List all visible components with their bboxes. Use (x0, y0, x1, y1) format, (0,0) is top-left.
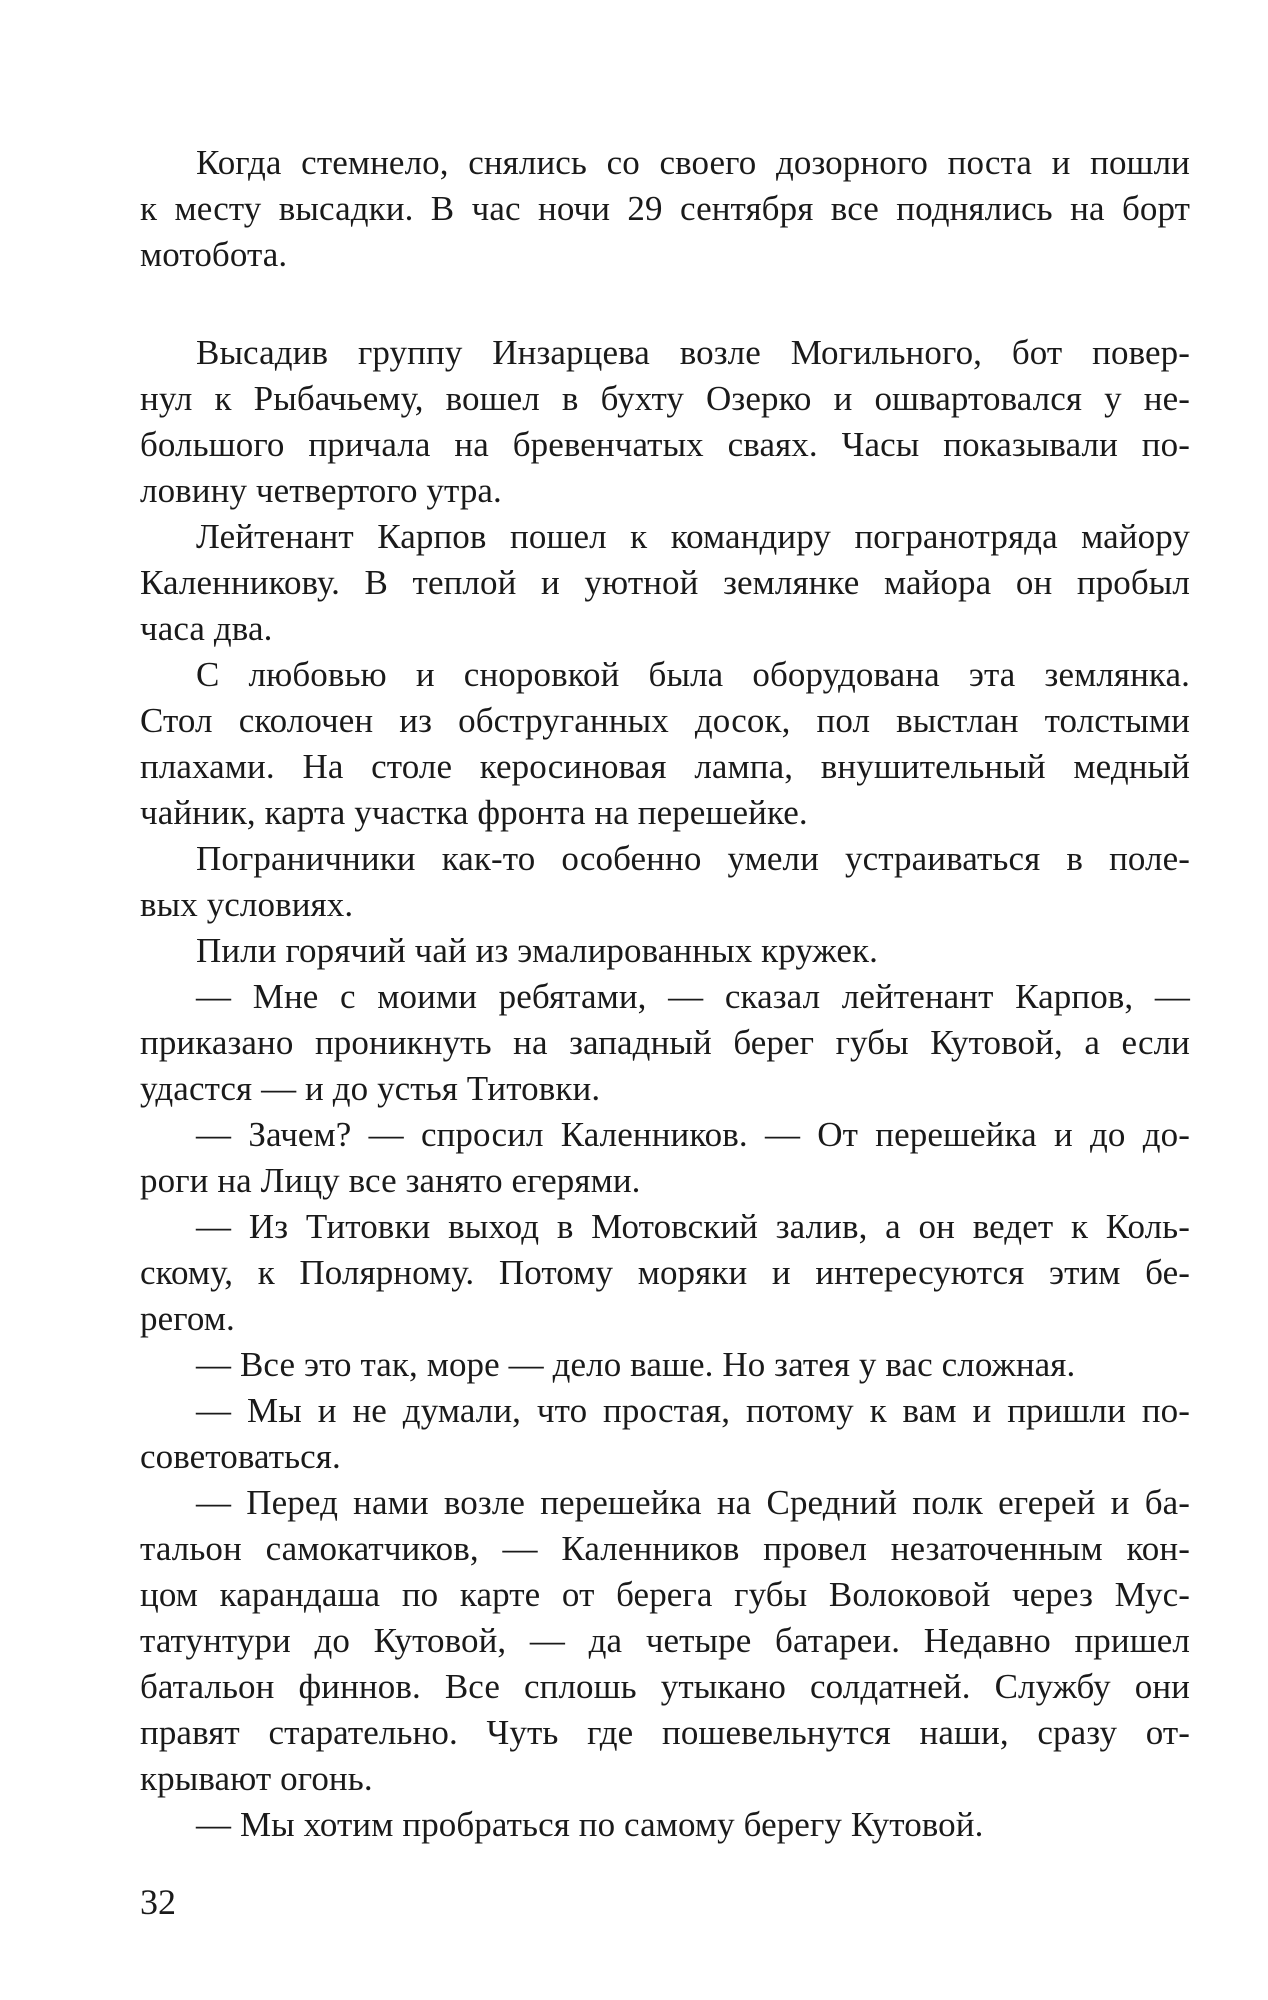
text-line: к месту высадки. В час ночи 29 сентября все поднялись на борт (140, 189, 1190, 228)
page-number: 32 (140, 1882, 176, 1922)
paragraph (140, 652, 1190, 836)
paragraph (140, 1480, 1190, 1802)
text-line: тальон самокатчиков, — Каленников провел незаточенным кон- (140, 1529, 1190, 1568)
text-line: Высадив группу Инзарцева возле Могильного, бот повер- (196, 333, 1190, 372)
text-line: Лейтенант Карпов пошел к командиру погранотряда майору (196, 517, 1190, 556)
text-line: вых условиях. (140, 885, 354, 924)
text-line: Пили горячий чай из эмалированных кружек. (196, 931, 878, 970)
text-line: — Перед нами возле перешейка на Средний полк егерей и ба- (196, 1483, 1190, 1522)
text-line: нул к Рыбачьему, вошел в бухту Озерко и ошвартовался у не- (140, 379, 1190, 418)
body-text (140, 140, 1190, 1848)
paragraph (140, 836, 1190, 928)
text-line: регом. (140, 1299, 235, 1338)
text-line: — Мы хотим пробраться по самому берегу Кутовой. (196, 1805, 984, 1844)
text-line: мотобота. (140, 235, 288, 274)
paragraph (140, 1342, 1190, 1388)
text-line: батальон финнов. Все сплошь утыкано солдатней. Службу они (140, 1667, 1190, 1706)
text-line: С любовью и сноровкой была оборудована эта землянка. (196, 655, 1190, 694)
text-line: Когда стемнело, снялись со своего дозорного поста и пошли (196, 143, 1190, 182)
text-line: ловину четвертого утра. (140, 471, 502, 510)
section-break (140, 278, 1190, 330)
text-line: Каленникову. В теплой и уютной землянке майора он пробыл (140, 563, 1190, 602)
text-line: — Зачем? — спросил Каленников. — От перешейка и до до- (196, 1115, 1190, 1154)
text-line: часа два. (140, 609, 273, 648)
text-line: правят старательно. Чуть где пошевельнутся наши, сразу от- (140, 1713, 1190, 1752)
text-line: удастся — и до устья Титовки. (140, 1069, 601, 1108)
paragraph (140, 514, 1190, 652)
paragraph (140, 1802, 1190, 1848)
text-line: Пограничники как-то особенно умели устраиваться в поле- (196, 839, 1190, 878)
text-line: роги на Лицу все занято егерями. (140, 1161, 641, 1200)
text-line: — Все это так, море — дело ваше. Но затея у вас сложная. (196, 1345, 1076, 1384)
paragraph (140, 928, 1190, 974)
text-line: плахами. На столе керосиновая лампа, внушительный медный (140, 747, 1190, 786)
paragraph (140, 140, 1190, 278)
text-line: крывают огонь. (140, 1759, 373, 1798)
text-line: цом карандаша по карте от берега губы Волоковой через Мус- (140, 1575, 1190, 1614)
text-line: — Мне с моими ребятами, — сказал лейтенант Карпов, — (196, 977, 1190, 1016)
text-line: татунтури до Кутовой, — да четыре батареи. Недавно пришел (140, 1621, 1190, 1660)
paragraph (140, 1388, 1190, 1480)
text-line: приказано проникнуть на западный берег губы Кутовой, а если (140, 1023, 1190, 1062)
text-line: — Из Титовки выход в Мотовский залив, а он ведет к Коль- (196, 1207, 1190, 1246)
paragraph (140, 330, 1190, 514)
text-line: чайник, карта участка фронта на перешейке. (140, 793, 808, 832)
text-line: — Мы и не думали, что простая, потому к вам и пришли по- (196, 1391, 1190, 1430)
paragraph (140, 1112, 1190, 1204)
paragraph (140, 974, 1190, 1112)
text-line: советоваться. (140, 1437, 341, 1476)
text-line: скому, к Полярному. Потому моряки и интересуются этим бе- (140, 1253, 1190, 1292)
text-line: большого причала на бревенчатых сваях. Часы показывали по- (140, 425, 1190, 464)
text-line: Стол сколочен из обструганных досок, пол выстлан толстыми (140, 701, 1190, 740)
paragraph (140, 1204, 1190, 1342)
